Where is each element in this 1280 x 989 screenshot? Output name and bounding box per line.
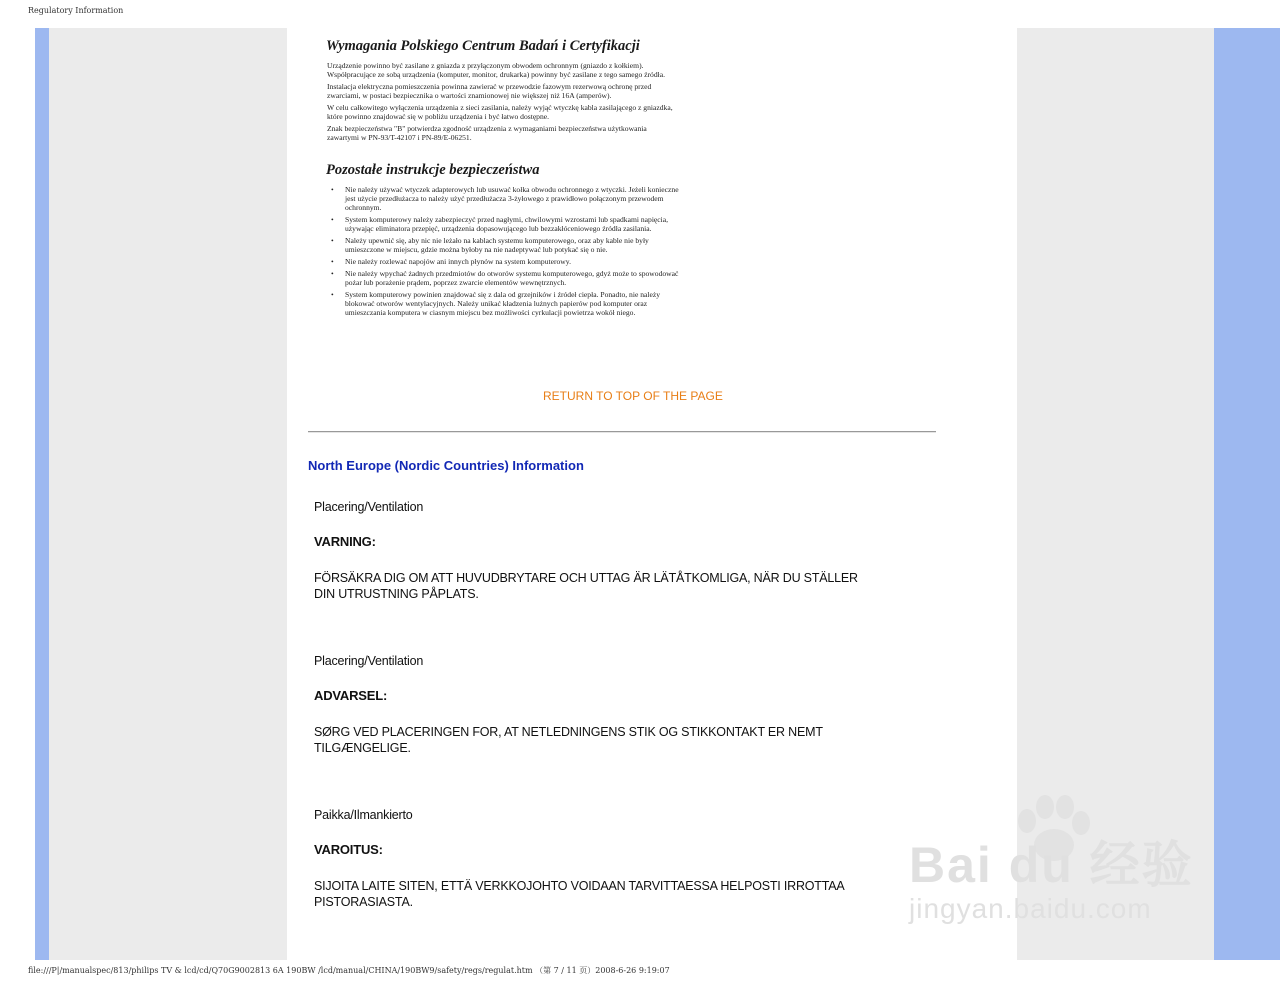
- finland-warning-heading: VAROITUS:: [314, 842, 383, 857]
- finland-warning-text: SIJOITA LAITE SITEN, ETTÄ VERKKOJOHTO VOIDAAN TARVITTAESSA HELPOSTI IRROTTAA PISTORASIASTA.: [314, 879, 844, 909]
- polish-certification-scan: [318, 34, 688, 354]
- page-header-title: Regulatory Information: [28, 6, 124, 15]
- scan-title-requirements: Wymagania Polskiego Centrum Badań i Certyfikacji: [326, 38, 640, 54]
- nordic-section-title: North Europe (Nordic Countries) Information: [308, 458, 584, 473]
- page-footer-path: file:///P|/manualspec/813/philips TV & lcd/cd/Q70G9002813 6A 190BW /lcd/manual/CHINA/190BW9/safety/regs/regulat.htm （第 7 / 11 页）2008-6-26 9:19:07: [28, 966, 670, 975]
- sweden-warning-text: FÖRSÄKRA DIG OM ATT HUVUDBRYTARE OCH UTTAG ÄR LÄTÅTKOMLIGA, NÄR DU STÄLLER DIN UTRUSTNING PÅPLATS.: [314, 571, 858, 601]
- scan-bullet-item: • Nie należy używać wtyczek adapterowych lub usuwać kołka obwodu ochronnego z wtyczki. Jeżeli konieczne jest użycie przedłużacza to należy użyć przedłużacza 3-żyłowego z prawidłowo połączonym przewodem ochronnym.: [331, 185, 679, 212]
- sweden-placement-label: Placering/Ventilation: [314, 500, 424, 514]
- scan-bullet-item: • Nie należy wpychać żadnych przedmiotów do otworów systemu komputerowego, gdyż może to spowodować pożar lub porażenie prądem, poprzez zwarcie elementów wewnętrznych.: [331, 269, 679, 287]
- denmark-placement-label: Placering/Ventilation: [314, 654, 424, 668]
- scan-bullet-item: • Nie należy rozlewać napojów ani innych płynów na system komputerowy.: [331, 257, 571, 266]
- denmark-warning-heading: ADVARSEL:: [314, 688, 388, 703]
- bullet-icon: •: [331, 236, 334, 245]
- scan-paragraph: W celu całkowitego wyłączenia urządzenia z sieci zasilania, należy wyjąć wtyczkę kabla zasilającego z gniazdka, które powinno znajdować się w pobliżu urządzenia i być łatwo dostępne.: [327, 103, 673, 121]
- left-blue-bar: [35, 28, 49, 960]
- denmark-warning-text: SØRG VED PLACERINGEN FOR, AT NETLEDNINGENS STIK OG STIKKONTAKT ER NEMT TILGÆNGELIGE.: [314, 725, 823, 755]
- scan-title-safety: Pozostałe instrukcje bezpieczeństwa: [326, 162, 540, 178]
- return-to-top-link[interactable]: RETURN TO TOP OF THE PAGE: [543, 389, 723, 403]
- bullet-icon: •: [331, 257, 334, 266]
- scan-paragraph: Instalacja elektryczna pomieszczenia powinna zawierać w przewodzie fazowym rezerwową ochronę przed zwarciami, w postaci bezpiecznika o wartości znamionowej nie większej niż 16A (amperów).: [327, 82, 652, 100]
- left-gray-panel: [49, 28, 287, 960]
- scan-bullet-list: [318, 185, 688, 317]
- finland-placement-label: Paikka/Ilmankierto: [314, 808, 413, 822]
- sweden-warning-heading: VARNING:: [314, 534, 376, 549]
- bullet-icon: •: [331, 215, 334, 224]
- scan-bullet-item: • System komputerowy należy zabezpieczyć przed nagłymi, chwilowymi wzrostami lub spadkami napięcia, używając eliminatora przepięć, urządzenia dopasowującego lub bezzakłóceniowego źródła zasilania.: [331, 215, 669, 233]
- watermark-url: jingyan.baidu.com: [909, 893, 1152, 924]
- bullet-icon: •: [331, 269, 334, 278]
- bullet-icon: •: [331, 185, 334, 194]
- bullet-icon: •: [331, 290, 334, 299]
- scan-paragraph: Znak bezpieczeństwa "B" potwierdza zgodność urządzenia z wymaganiami bezpieczeństwa użytkowania zawartymi w PN-93/T-42107 i PN-89/E-06251.: [327, 124, 647, 142]
- watermark-brand: Bai du 经验: [909, 837, 1194, 893]
- scan-bullet-item: • System komputerowy powinien znajdować się z dala od grzejników i źródeł ciepła. Ponadto, nie należy blokować otworów wentylacyjnych. Należy unikać kładzenia lużnych papierów pod komputer oraz umieszczania komputera w ciasnym miejscu bez możliwości cyrkulacji powietrza wokół niego.: [331, 290, 661, 317]
- scan-paragraph: Urządzenie powinno być zasilane z gniazda z przyłączonym obwodem ochronnym (gniazdo z kołkiem). Współpracujące ze sobą urządzenia (komputer, monitor, drukarka) powinny być zasilane z tego samego źródła.: [327, 61, 666, 79]
- section-divider: [308, 431, 936, 433]
- right-blue-bar: [1214, 28, 1280, 960]
- scan-bullet-item: • Należy upewnić się, aby nic nie leżało na kablach systemu komputerowego, oraz aby kable nie były umieszczone w miejscu, gdzie można byłoby na nie nadeptywać lub potykać się o nie.: [331, 236, 649, 254]
- baidu-watermark: [905, 795, 1205, 945]
